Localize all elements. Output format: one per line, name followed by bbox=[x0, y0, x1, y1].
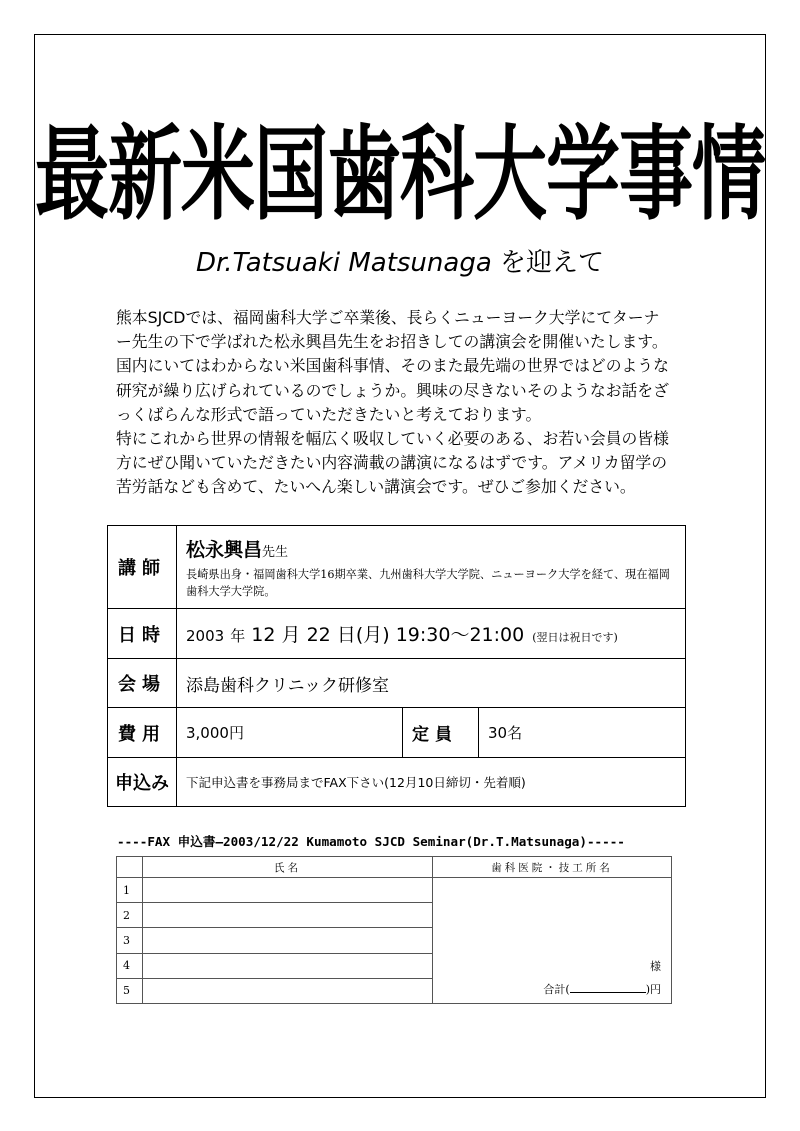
apply-value: 下記申込書を事務局までFAX下さい(12月10日締切・先着順) bbox=[177, 758, 686, 807]
name-field[interactable] bbox=[143, 953, 433, 978]
sama-label: 様 bbox=[650, 960, 661, 973]
subtitle-suffix: を迎えて bbox=[491, 248, 605, 278]
intro-text bbox=[116, 306, 691, 500]
row-number: 5 bbox=[117, 978, 143, 1003]
total-suffix: )円 bbox=[645, 983, 661, 996]
name-field[interactable] bbox=[143, 978, 433, 1003]
total-amount-field[interactable] bbox=[570, 992, 646, 993]
row-number: 3 bbox=[117, 928, 143, 953]
name-field[interactable] bbox=[143, 878, 433, 903]
datetime-year-unit: 年 bbox=[230, 627, 246, 645]
datetime-day-unit: 日(月) bbox=[336, 624, 390, 646]
intro-line: っくばらんな形式で語っていただきたいと考えております。 bbox=[116, 404, 542, 424]
venue-value: 添島歯科クリニック研修室 bbox=[177, 659, 686, 708]
datetime-note: (翌日は祝日です) bbox=[532, 631, 618, 644]
intro-line: 特にこれから世界の情報を幅広く吸収していく必要のある、お若い会員の皆様 bbox=[116, 429, 669, 449]
fax-header-row bbox=[117, 857, 672, 878]
fee-label: 費用 bbox=[108, 708, 177, 758]
name-field[interactable] bbox=[143, 903, 433, 928]
lecturer-suffix: 先生 bbox=[262, 544, 289, 560]
subtitle bbox=[0, 245, 800, 281]
fee-row bbox=[108, 708, 686, 758]
venue-label: 会場 bbox=[108, 659, 177, 708]
row-number: 4 bbox=[117, 953, 143, 978]
intro-line: 方にぜひ聞いていただきたい内容満載の講演になるはずです。アメリカ留学の bbox=[116, 453, 667, 473]
fax-form-table bbox=[116, 856, 672, 1004]
datetime-cell bbox=[177, 609, 686, 659]
datetime-label: 日時 bbox=[108, 609, 177, 659]
intro-line: 国内にいてはわからない米国歯科事情、そのまた最先端の世界ではどのような bbox=[116, 356, 669, 376]
name-field[interactable] bbox=[143, 928, 433, 953]
fax-col-clinic: 歯科医院・技工所名 bbox=[433, 857, 672, 878]
clinic-field[interactable] bbox=[433, 878, 672, 1004]
datetime-month-unit: 月 bbox=[281, 624, 301, 646]
lecturer-cell bbox=[177, 526, 686, 609]
seminar-info-table bbox=[107, 525, 686, 807]
intro-line: 苦労話なども含めて、たいへん楽しい講演会です。ぜひご参加ください。 bbox=[116, 477, 636, 497]
row-number: 1 bbox=[117, 878, 143, 903]
row-number: 2 bbox=[117, 903, 143, 928]
fee-value: 3,000円 bbox=[177, 708, 403, 758]
datetime-time: 19:30〜21:00 bbox=[395, 624, 525, 646]
datetime-day: 22 bbox=[306, 624, 331, 646]
total-line bbox=[543, 981, 661, 997]
intro-line: ー先生の下で学ばれた松永興昌先生をお招きしての講演会を開催いたします。 bbox=[116, 332, 668, 352]
subtitle-name: Dr.Tatsuaki Matsunaga bbox=[195, 248, 492, 278]
capacity-value: 30名 bbox=[479, 708, 686, 758]
table-row bbox=[117, 878, 672, 903]
fax-form-title: ----FAX 申込書—2003/12/22 Kumamoto SJCD Seminar(Dr.T.Matsunaga)----- bbox=[117, 834, 625, 849]
lecturer-bio: 長崎県出身・福岡歯科大学16期卒業、九州歯科大学大学院、ニューヨーク大学を経て、現在福岡歯科大学大学院。 bbox=[186, 567, 670, 598]
apply-label: 申込み bbox=[108, 758, 177, 807]
fax-header-blank bbox=[117, 857, 143, 878]
datetime-row bbox=[108, 609, 686, 659]
datetime-month: 12 bbox=[251, 624, 276, 646]
lecturer-row bbox=[108, 526, 686, 609]
capacity-label: 定員 bbox=[403, 708, 479, 758]
intro-line: 熊本SJCDでは、福岡歯科大学ご卒業後、長らくニューヨーク大学にてターナ bbox=[116, 308, 660, 327]
venue-row bbox=[108, 659, 686, 708]
lecturer-name: 松永興昌 bbox=[186, 538, 263, 561]
datetime-year: 2003 bbox=[186, 627, 225, 645]
apply-row bbox=[108, 758, 686, 807]
fax-col-name: 氏名 bbox=[143, 857, 433, 878]
lecturer-label: 講師 bbox=[108, 526, 177, 609]
intro-line: 研究が繰り広げられているのでしょうか。興味の尽きないそのようなお話をざ bbox=[116, 380, 669, 400]
page-title: 最新米国歯科大学事情 bbox=[35, 115, 765, 235]
total-prefix: 合計( bbox=[543, 983, 570, 996]
